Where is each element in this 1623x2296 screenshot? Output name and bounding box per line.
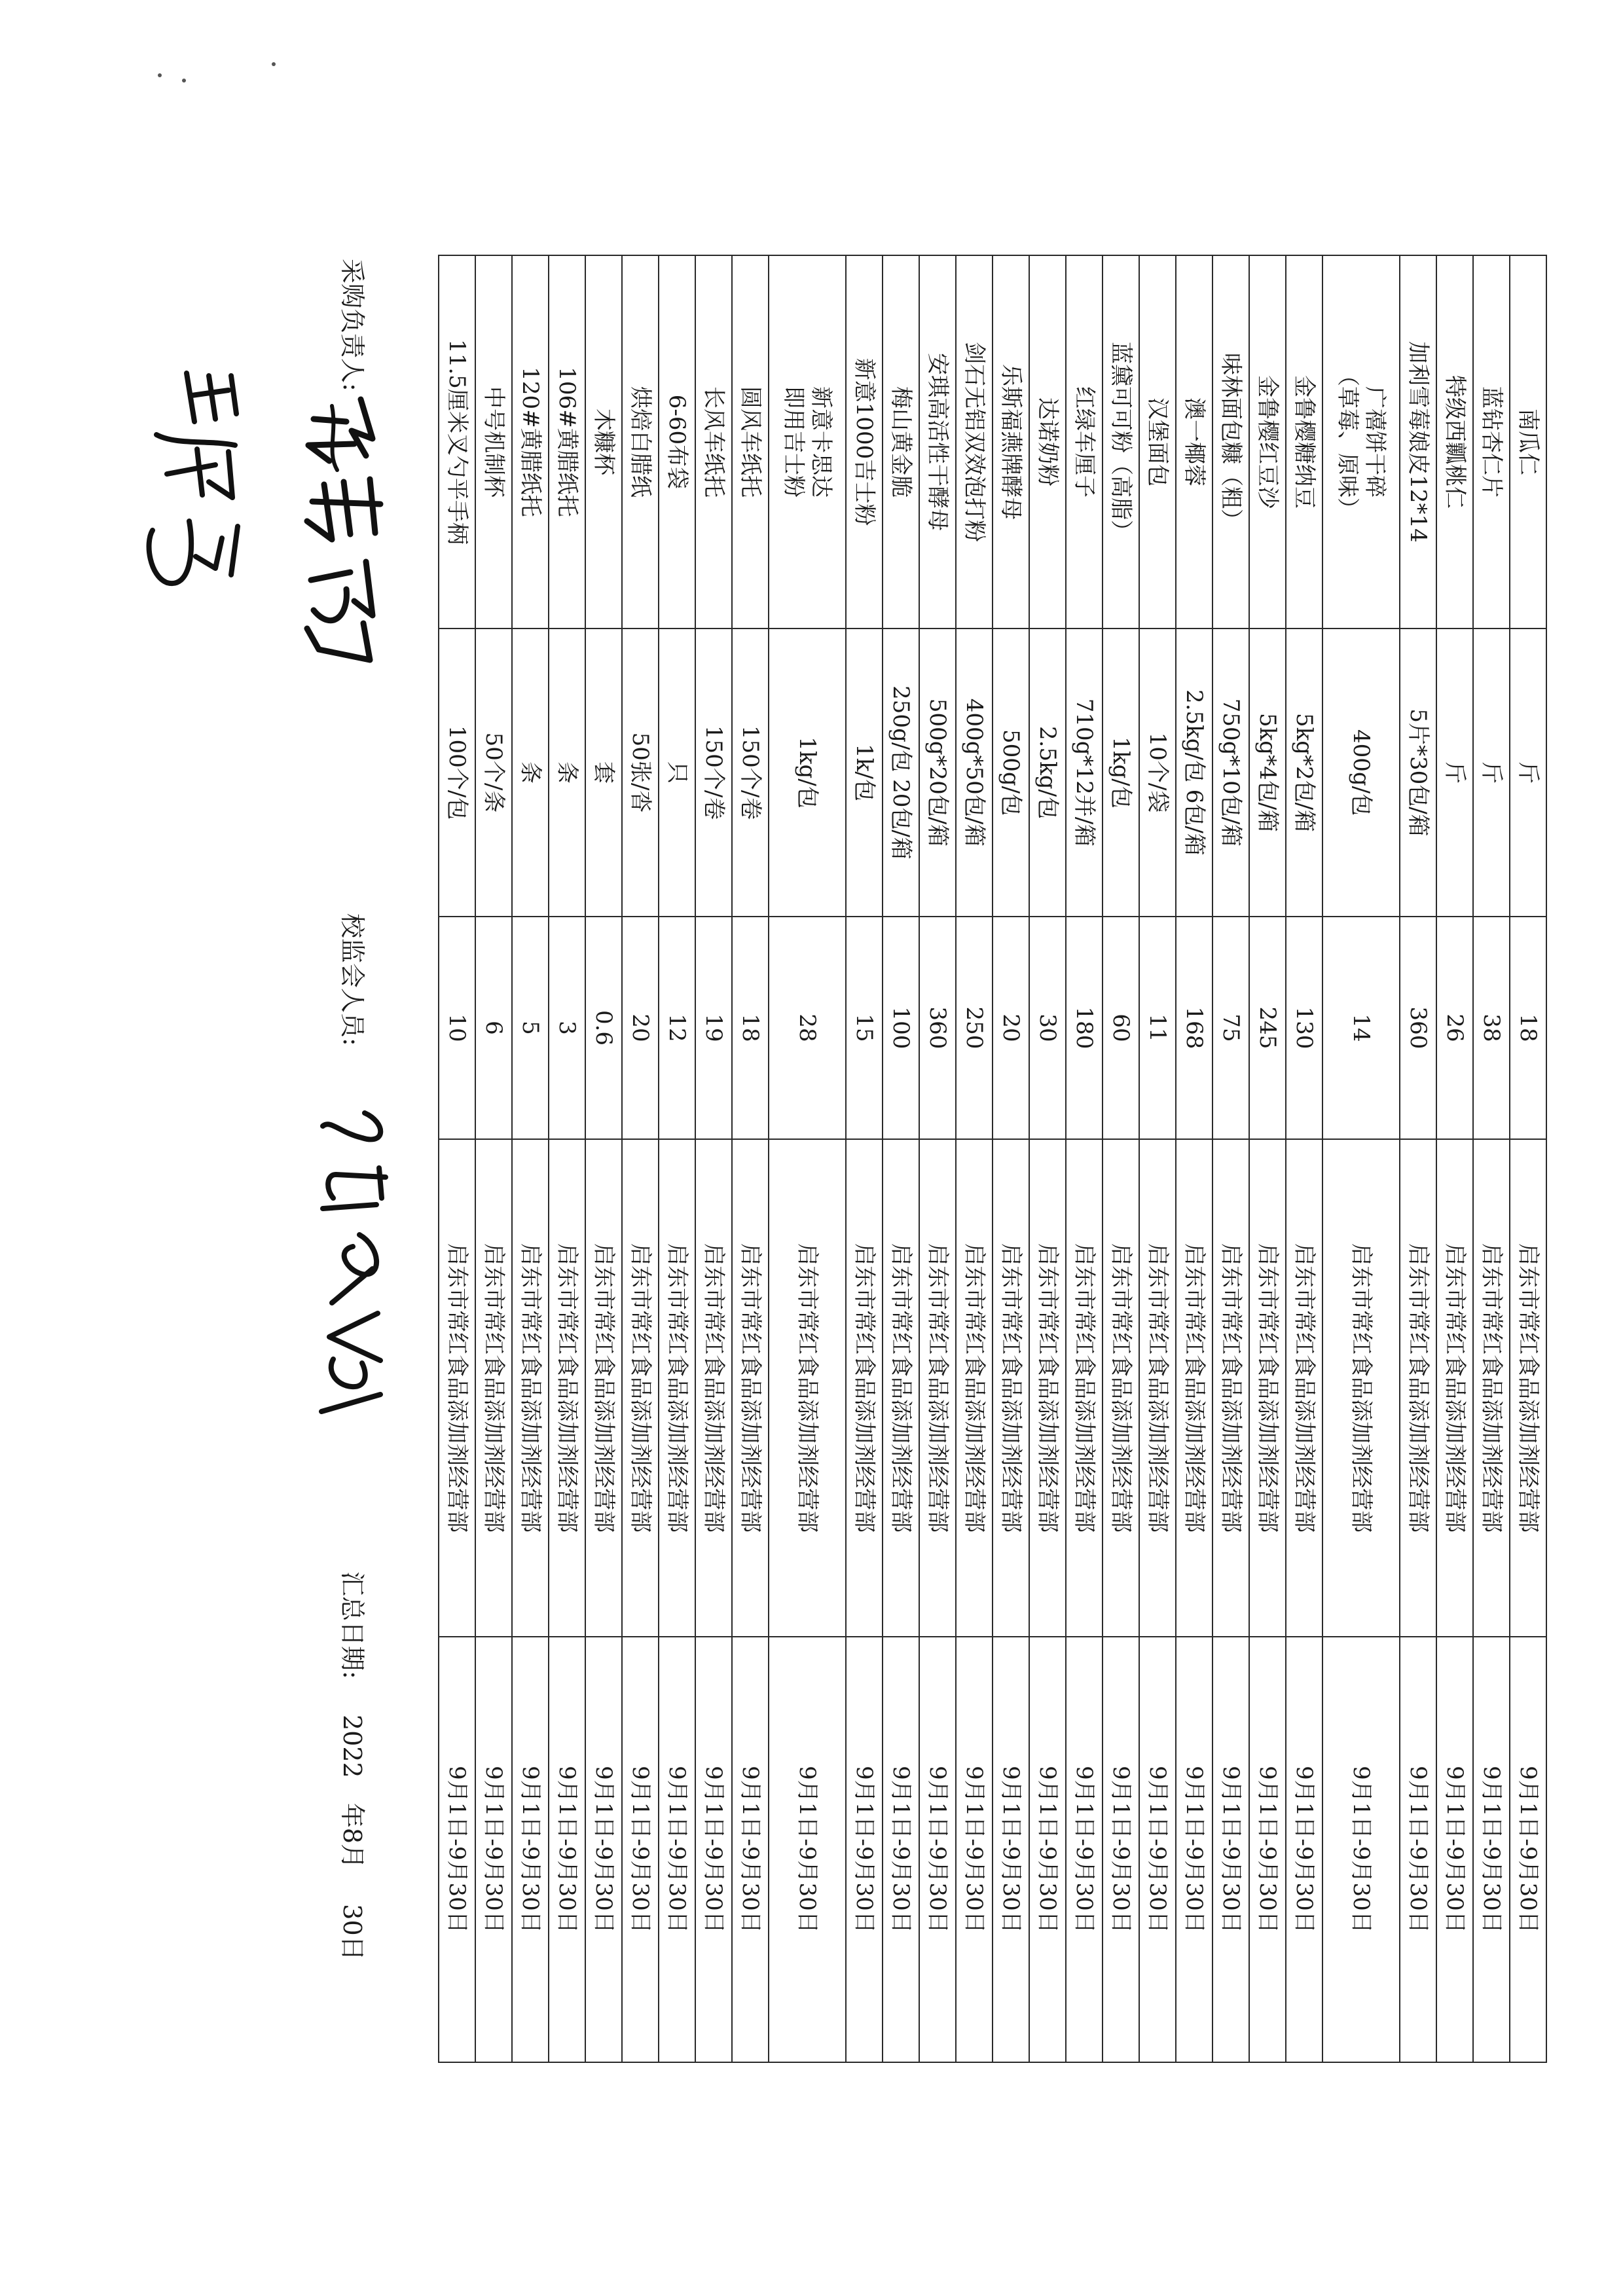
item-name-cell: 梅山黄金脆 bbox=[883, 255, 919, 629]
price-cell: 18 bbox=[732, 917, 769, 1139]
price-cell: 11 bbox=[1139, 917, 1176, 1139]
item-name-cell: 中号机制杯 bbox=[475, 255, 512, 629]
spec-cell: 2.5kg/包 6包/箱 bbox=[1176, 629, 1213, 917]
table-row bbox=[659, 255, 695, 2062]
item-name-cell: 120#黄腊纸托 bbox=[512, 255, 549, 629]
supplier-cell: 启东市常红食品添加剂经营部 bbox=[622, 1139, 659, 1637]
item-name-cell bbox=[1322, 255, 1400, 629]
spec-cell: 1k/包 bbox=[846, 629, 883, 917]
item-name-cell: 味林面包糠（粗） bbox=[1213, 255, 1249, 629]
period-cell: 9月1日-9月30日 bbox=[1029, 1637, 1066, 2062]
spec-cell: 150个/卷 bbox=[732, 629, 769, 917]
price-cell: 5 bbox=[512, 917, 549, 1139]
supplier-cell: 启东市常红食品添加剂经营部 bbox=[549, 1139, 585, 1637]
item-name-cell: 6-60布袋 bbox=[659, 255, 695, 629]
item-name-cell: 汉堡面包 bbox=[1139, 255, 1176, 629]
price-cell: 26 bbox=[1436, 917, 1473, 1139]
table-row bbox=[1473, 255, 1510, 2062]
scan-speck bbox=[272, 62, 276, 66]
table-row bbox=[993, 255, 1029, 2062]
spec-cell: 250g/包 20包/箱 bbox=[883, 629, 919, 917]
supplier-cell: 启东市常红食品添加剂经营部 bbox=[1139, 1139, 1176, 1637]
buyer-label: 采购负责人: bbox=[338, 259, 367, 392]
spec-cell: 150个/卷 bbox=[695, 629, 732, 917]
period-cell: 9月1日-9月30日 bbox=[549, 1637, 585, 2062]
spec-cell: 50张/沓 bbox=[622, 629, 659, 917]
period-cell: 9月1日-9月30日 bbox=[993, 1637, 1029, 2062]
item-name-cell: 剑石无铝双效泡打粉 bbox=[956, 255, 993, 629]
price-cell: 12 bbox=[659, 917, 695, 1139]
table-row bbox=[512, 255, 549, 2062]
price-cell: 360 bbox=[919, 917, 956, 1139]
price-cell: 130 bbox=[1286, 917, 1322, 1139]
buyer-signature bbox=[294, 393, 392, 668]
spec-cell: 710g*12并/箱 bbox=[1066, 629, 1103, 917]
item-name-line: 广禧饼干碎 bbox=[1362, 386, 1388, 498]
supplier-cell: 启东市常红食品添加剂经营部 bbox=[732, 1139, 769, 1637]
supplier-cell: 启东市常红食品添加剂经营部 bbox=[1436, 1139, 1473, 1637]
table-row bbox=[732, 255, 769, 2062]
supplier-cell: 启东市常红食品添加剂经营部 bbox=[1103, 1139, 1139, 1637]
period-cell: 9月1日-9月30日 bbox=[1436, 1637, 1473, 2062]
table-row bbox=[883, 255, 919, 2062]
period-cell: 9月1日-9月30日 bbox=[475, 1637, 512, 2062]
item-name-cell: 长风车纸托 bbox=[695, 255, 732, 629]
summary-date-day: 30日 bbox=[338, 1904, 367, 1961]
supplier-cell: 启东市常红食品添加剂经营部 bbox=[919, 1139, 956, 1637]
supplier-cell: 启东市常红食品添加剂经营部 bbox=[956, 1139, 993, 1637]
price-cell: 250 bbox=[956, 917, 993, 1139]
supplier-cell: 启东市常红食品添加剂经营部 bbox=[1029, 1139, 1066, 1637]
supplier-cell: 启东市常红食品添加剂经营部 bbox=[695, 1139, 732, 1637]
supplier-cell: 启东市常红食品添加剂经营部 bbox=[1400, 1139, 1436, 1637]
period-cell: 9月1日-9月30日 bbox=[1286, 1637, 1322, 2062]
supplier-cell: 启东市常红食品添加剂经营部 bbox=[1510, 1139, 1546, 1637]
spec-cell: 400g*50包/箱 bbox=[956, 629, 993, 917]
table-row bbox=[695, 255, 732, 2062]
table-row bbox=[1322, 255, 1400, 2062]
period-cell: 9月1日-9月30日 bbox=[1322, 1637, 1400, 2062]
period-cell: 9月1日-9月30日 bbox=[732, 1637, 769, 2062]
table-row bbox=[475, 255, 512, 2062]
price-cell: 168 bbox=[1176, 917, 1213, 1139]
period-cell: 9月1日-9月30日 bbox=[512, 1637, 549, 2062]
price-cell: 14 bbox=[1322, 917, 1400, 1139]
buyer-second-signature bbox=[137, 367, 255, 615]
spec-cell: 2.5kg/包 bbox=[1029, 629, 1066, 917]
table-row bbox=[1436, 255, 1473, 2062]
item-name-cell: 红绿车厘子 bbox=[1066, 255, 1103, 629]
item-name-cell: 蓝黛可可粉（高脂） bbox=[1103, 255, 1139, 629]
table-row bbox=[1213, 255, 1249, 2062]
spec-cell: 1kg/包 bbox=[1103, 629, 1139, 917]
period-cell: 9月1日-9月30日 bbox=[1066, 1637, 1103, 2062]
scan-speck bbox=[182, 79, 186, 82]
supplier-cell: 启东市常红食品添加剂经营部 bbox=[1176, 1139, 1213, 1637]
spec-cell: 100个/包 bbox=[439, 629, 475, 917]
price-cell: 19 bbox=[695, 917, 732, 1139]
item-name-cell: 金鲁樱红豆沙 bbox=[1249, 255, 1286, 629]
spec-cell: 400g/包 bbox=[1322, 629, 1400, 917]
table-row bbox=[956, 255, 993, 2062]
price-cell: 18 bbox=[1510, 917, 1546, 1139]
item-name-line: 即用吉士粉 bbox=[780, 386, 807, 498]
price-cell: 38 bbox=[1473, 917, 1510, 1139]
item-name-cell: 106#黄腊纸托 bbox=[549, 255, 585, 629]
spec-cell: 500g/包 bbox=[993, 629, 1029, 917]
supplier-cell: 启东市常红食品添加剂经营部 bbox=[883, 1139, 919, 1637]
period-cell: 9月1日-9月30日 bbox=[1473, 1637, 1510, 2062]
period-cell: 9月1日-9月30日 bbox=[439, 1637, 475, 2062]
period-cell: 9月1日-9月30日 bbox=[585, 1637, 622, 2062]
period-cell: 9月1日-9月30日 bbox=[846, 1637, 883, 2062]
supplier-cell: 启东市常红食品添加剂经营部 bbox=[769, 1139, 846, 1637]
price-cell: 15 bbox=[846, 917, 883, 1139]
table-row bbox=[549, 255, 585, 2062]
table-row bbox=[1249, 255, 1286, 2062]
scan-speck bbox=[158, 73, 162, 77]
table-row bbox=[585, 255, 622, 2062]
spec-cell: 条 bbox=[549, 629, 585, 917]
table-row bbox=[769, 255, 846, 2062]
item-name-cell: 木糠杯 bbox=[585, 255, 622, 629]
supplier-cell: 启东市常红食品添加剂经营部 bbox=[1473, 1139, 1510, 1637]
inspector-signature bbox=[314, 1106, 399, 1421]
spec-cell: 500g*20包/箱 bbox=[919, 629, 956, 917]
spec-cell: 5kg*4包/箱 bbox=[1249, 629, 1286, 917]
period-cell: 9月1日-9月30日 bbox=[919, 1637, 956, 2062]
item-name-line: （草莓、原味） bbox=[1334, 364, 1360, 520]
table-row bbox=[919, 255, 956, 2062]
price-cell: 60 bbox=[1103, 917, 1139, 1139]
inspector-label: 校监会人员: bbox=[338, 913, 367, 1046]
supplier-cell: 启东市常红食品添加剂经营部 bbox=[475, 1139, 512, 1637]
spec-cell: 1kg/包 bbox=[769, 629, 846, 917]
period-cell: 9月1日-9月30日 bbox=[1103, 1637, 1139, 2062]
price-cell: 3 bbox=[549, 917, 585, 1139]
price-cell: 0.6 bbox=[585, 917, 622, 1139]
period-cell: 9月1日-9月30日 bbox=[1249, 1637, 1286, 2062]
spec-cell: 50个/条 bbox=[475, 629, 512, 917]
item-name-cell: 圆风车纸托 bbox=[732, 255, 769, 629]
item-name-cell: 乐斯福燕牌酵母 bbox=[993, 255, 1029, 629]
price-cell: 20 bbox=[622, 917, 659, 1139]
table-row bbox=[1066, 255, 1103, 2062]
table-row bbox=[1103, 255, 1139, 2062]
table-row bbox=[1400, 255, 1436, 2062]
period-cell: 9月1日-9月30日 bbox=[1139, 1637, 1176, 2062]
period-cell: 9月1日-9月30日 bbox=[622, 1637, 659, 2062]
price-cell: 245 bbox=[1249, 917, 1286, 1139]
item-name-line: 新意卡思达 bbox=[808, 386, 834, 498]
spec-cell: 5片*30包/箱 bbox=[1400, 629, 1436, 917]
period-cell: 9月1日-9月30日 bbox=[956, 1637, 993, 2062]
item-name-cell: 安琪高活性干酵母 bbox=[919, 255, 956, 629]
period-cell: 9月1日-9月30日 bbox=[659, 1637, 695, 2062]
item-name-cell: 新意1000吉士粉 bbox=[846, 255, 883, 629]
supplier-cell: 启东市常红食品添加剂经营部 bbox=[1066, 1139, 1103, 1637]
price-cell: 360 bbox=[1400, 917, 1436, 1139]
spec-cell: 斤 bbox=[1473, 629, 1510, 917]
price-cell: 10 bbox=[439, 917, 475, 1139]
period-cell: 9月1日-9月30日 bbox=[1400, 1637, 1436, 2062]
spec-cell: 10个/袋 bbox=[1139, 629, 1176, 917]
table-row bbox=[1029, 255, 1066, 2062]
price-cell: 6 bbox=[475, 917, 512, 1139]
period-cell: 9月1日-9月30日 bbox=[695, 1637, 732, 2062]
table-row bbox=[846, 255, 883, 2062]
item-name-cell: 澳一椰蓉 bbox=[1176, 255, 1213, 629]
spec-cell: 只 bbox=[659, 629, 695, 917]
table-row bbox=[439, 255, 475, 2062]
spec-cell: 5kg*2包/箱 bbox=[1286, 629, 1322, 917]
item-name-cell: 金鲁樱糖纳豆 bbox=[1286, 255, 1322, 629]
spec-cell: 斤 bbox=[1436, 629, 1473, 917]
item-name-cell: 11.5厘米叉勺平手柄 bbox=[439, 255, 475, 629]
price-cell: 100 bbox=[883, 917, 919, 1139]
summary-date bbox=[337, 1571, 373, 1961]
price-cell: 28 bbox=[769, 917, 846, 1139]
item-name-cell: 特级西瓤桃仁 bbox=[1436, 255, 1473, 629]
item-name-cell bbox=[769, 255, 846, 629]
period-cell: 9月1日-9月30日 bbox=[1176, 1637, 1213, 2062]
table-row bbox=[1176, 255, 1213, 2062]
supplier-cell: 启东市常红食品添加剂经营部 bbox=[659, 1139, 695, 1637]
item-name-cell: 南瓜仁 bbox=[1510, 255, 1546, 629]
supplier-cell: 启东市常红食品添加剂经营部 bbox=[993, 1139, 1029, 1637]
summary-date-year: 2022 bbox=[338, 1715, 367, 1778]
item-name-cell: 达诺奶粉 bbox=[1029, 255, 1066, 629]
supplier-cell: 启东市常红食品添加剂经营部 bbox=[512, 1139, 549, 1637]
spec-cell: 斤 bbox=[1510, 629, 1546, 917]
spec-cell: 条 bbox=[512, 629, 549, 917]
supplier-cell: 启东市常红食品添加剂经营部 bbox=[585, 1139, 622, 1637]
supplier-cell: 启东市常红食品添加剂经营部 bbox=[1249, 1139, 1286, 1637]
summary-date-label: 汇总日期: bbox=[338, 1571, 367, 1679]
supplier-cell: 启东市常红食品添加剂经营部 bbox=[1213, 1139, 1249, 1637]
spec-cell: 套 bbox=[585, 629, 622, 917]
table-row bbox=[1286, 255, 1322, 2062]
table-row bbox=[622, 255, 659, 2062]
table-row bbox=[1139, 255, 1176, 2062]
price-cell: 75 bbox=[1213, 917, 1249, 1139]
supplier-cell: 启东市常红食品添加剂经营部 bbox=[439, 1139, 475, 1637]
item-name-cell: 蓝钻杏仁片 bbox=[1473, 255, 1510, 629]
supplier-cell: 启东市常红食品添加剂经营部 bbox=[846, 1139, 883, 1637]
item-name-cell: 烘焙白腊纸 bbox=[622, 255, 659, 629]
table-row bbox=[1510, 255, 1546, 2062]
spec-cell: 750g*10包/箱 bbox=[1213, 629, 1249, 917]
period-cell: 9月1日-9月30日 bbox=[883, 1637, 919, 2062]
period-cell: 9月1日-9月30日 bbox=[1510, 1637, 1546, 2062]
procurement-table bbox=[438, 255, 1547, 2063]
period-cell: 9月1日-9月30日 bbox=[769, 1637, 846, 2062]
price-cell: 20 bbox=[993, 917, 1029, 1139]
price-cell: 180 bbox=[1066, 917, 1103, 1139]
item-name-cell: 加利雪莓娘皮12*14 bbox=[1400, 255, 1436, 629]
summary-date-month: 年8月 bbox=[338, 1802, 367, 1869]
price-cell: 30 bbox=[1029, 917, 1066, 1139]
period-cell: 9月1日-9月30日 bbox=[1213, 1637, 1249, 2062]
supplier-cell: 启东市常红食品添加剂经营部 bbox=[1286, 1139, 1322, 1637]
supplier-cell: 启东市常红食品添加剂经营部 bbox=[1322, 1139, 1400, 1637]
